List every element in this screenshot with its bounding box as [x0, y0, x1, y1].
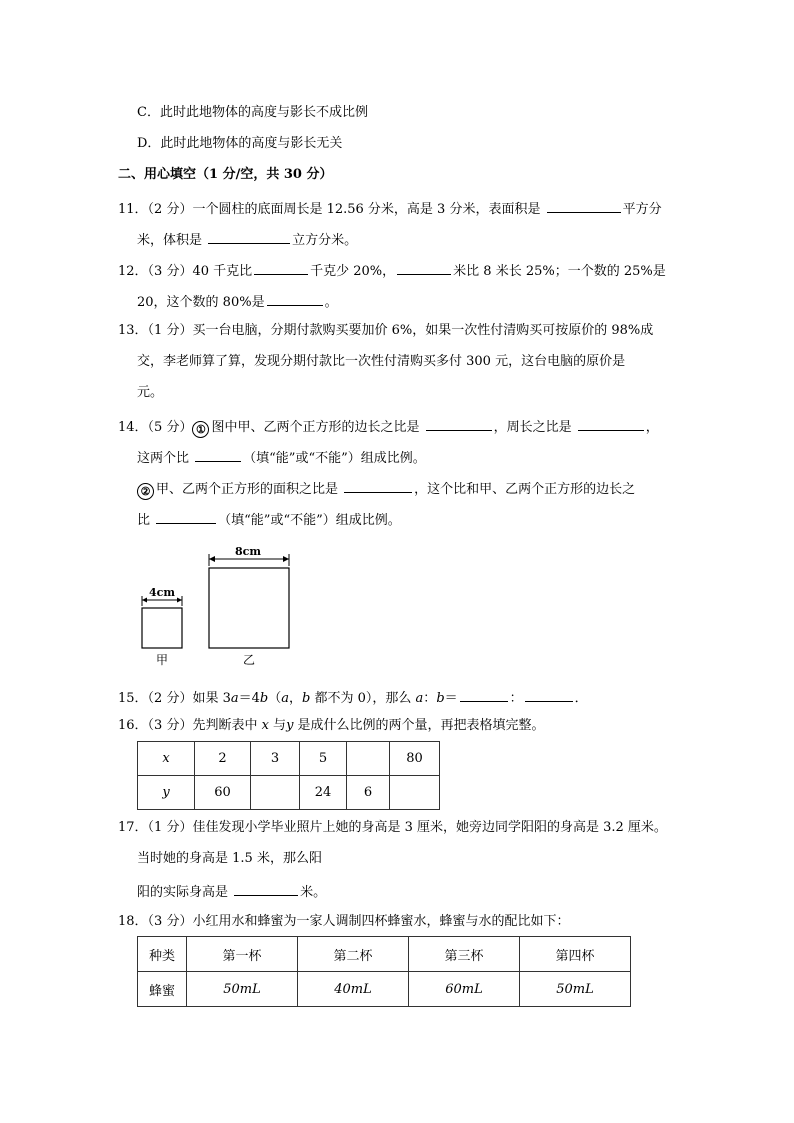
- q11-blank-volume[interactable]: [208, 229, 290, 244]
- q16-table: [137, 741, 440, 810]
- q11-line1: 11．（2 分）一个圆柱的底面周长是 12.56 分米，高是 3 分米，表面积是 平方分: [118, 198, 662, 219]
- table-cell: 80: [390, 742, 440, 776]
- table-cell: 50mL: [520, 972, 631, 1007]
- q12-blank-3[interactable]: [267, 291, 323, 306]
- option-c: C．此时此地物体的高度与影长不成比例: [137, 105, 368, 120]
- small-square: [142, 608, 182, 648]
- small-square-label: 甲: [155, 653, 169, 667]
- large-square: [209, 568, 289, 648]
- section-title: 二、用心填空（1 分/空，共 30 分）: [118, 167, 333, 182]
- q14-blank-can-form-2[interactable]: [156, 509, 216, 524]
- table-row: [138, 742, 440, 776]
- table-header-cell: 第二杯: [298, 937, 409, 972]
- circled-one-marker: ①: [192, 421, 209, 438]
- q15-blank-2[interactable]: [525, 687, 573, 702]
- table-cell: 40mL: [298, 972, 409, 1007]
- table-cell: y: [138, 776, 195, 810]
- large-dimension-arrow-right: [283, 556, 289, 562]
- q11-blank-surface[interactable]: [547, 198, 621, 213]
- table-header-cell: 第四杯: [520, 937, 631, 972]
- q13-line2: 交，李老师算了算，发现分期付款比一次性付清购买多付 300 元，这台电脑的原价是: [137, 354, 626, 369]
- q11-line2: 米，体积是 立方分米。: [137, 229, 357, 250]
- q14-blank-side-ratio[interactable]: [426, 416, 492, 431]
- large-square-label: 乙: [242, 653, 256, 667]
- q14-blank-perimeter-ratio[interactable]: [578, 416, 644, 431]
- table-cell: x: [138, 742, 195, 776]
- table-row: [138, 937, 631, 972]
- large-dimension-arrow-left: [209, 556, 215, 562]
- small-square-dimension: 4cm: [149, 586, 175, 599]
- table-cell[interactable]: [347, 742, 390, 776]
- table-cell: 6: [347, 776, 390, 810]
- option-d: D．此时此地物体的高度与影长无关: [137, 136, 343, 151]
- q14-line4: 比 （填“能”或“不能”）组成比例。: [137, 509, 401, 530]
- small-dimension-arrow-left: [142, 598, 147, 603]
- table-cell: 3: [251, 742, 300, 776]
- q14-line1: 14．（5 分） ① 图中甲、乙两个正方形的边长之比是 ，周长之比是 ，: [118, 416, 659, 438]
- q17-blank-height[interactable]: [234, 881, 298, 896]
- table-cell: 蜂蜜: [138, 972, 187, 1007]
- q14-blank-area-ratio[interactable]: [344, 478, 412, 493]
- table-cell[interactable]: [390, 776, 440, 810]
- q12-blank-1[interactable]: [254, 260, 308, 275]
- large-square-dimension: 8cm: [235, 545, 261, 558]
- q18-table: [137, 936, 631, 1007]
- table-cell: 60mL: [409, 972, 520, 1007]
- table-cell: 50mL: [187, 972, 298, 1007]
- table-cell: 60: [195, 776, 251, 810]
- q12-line2: 20，这个数的 80%是 。: [137, 291, 338, 312]
- table-cell: 5: [300, 742, 347, 776]
- q12-blank-2[interactable]: [397, 260, 451, 275]
- table-header-cell: 第一杯: [187, 937, 298, 972]
- q18-line: 18．（3 分）小红用水和蜂蜜为一家人调制四杯蜂蜜水，蜂蜜与水的配比如下：: [118, 914, 570, 929]
- q14-blank-can-form-1[interactable]: [195, 447, 241, 462]
- squares-figure: [130, 538, 310, 670]
- q15-blank-1[interactable]: [460, 687, 508, 702]
- table-cell: 24: [300, 776, 347, 810]
- q16-line: 16．（3 分）先判断表中 x 与y 是成什么比例的两个量，再把表格填完整。: [118, 718, 545, 733]
- q17-line1: 17．（1 分）佳佳发现小学毕业照片上她的身高是 3 厘米，她旁边同学阳阳的身高是 3.2 厘米。: [118, 820, 667, 835]
- q12-line1: 12．（3 分）40 千克比 千克少 20%， 米比 8 米长 25%；一个数的 25%是: [118, 260, 666, 281]
- table-row: [138, 776, 440, 810]
- q17-line2: 当时她的身高是 1.5 米，那么阳: [137, 851, 322, 866]
- table-header-cell: 第三杯: [409, 937, 520, 972]
- q13-line1: 13．（1 分）买一台电脑，分期付款购买要加价 6%，如果一次性付清购买可按原价的 98%成: [118, 323, 654, 338]
- table-row: [138, 972, 631, 1007]
- q15-line: 15．（2 分）如果 3a＝4b（a，b 都不为 0），那么 a：b＝ ： ．: [118, 687, 588, 708]
- small-dimension-arrow-right: [177, 598, 182, 603]
- table-cell[interactable]: [251, 776, 300, 810]
- q14-line3: ② 甲、乙两个正方形的面积之比是 ，这个比和甲、乙两个正方形的边长之: [137, 478, 635, 500]
- table-header-cell: 种类: [138, 937, 187, 972]
- table-cell: 2: [195, 742, 251, 776]
- q14-line2: 这两个比 （填“能”或“不能”）组成比例。: [137, 447, 426, 468]
- q17-line3: 阳的实际身高是 米。: [137, 881, 326, 902]
- q13-line3: 元。: [137, 385, 164, 400]
- circled-two-marker: ②: [137, 483, 154, 500]
